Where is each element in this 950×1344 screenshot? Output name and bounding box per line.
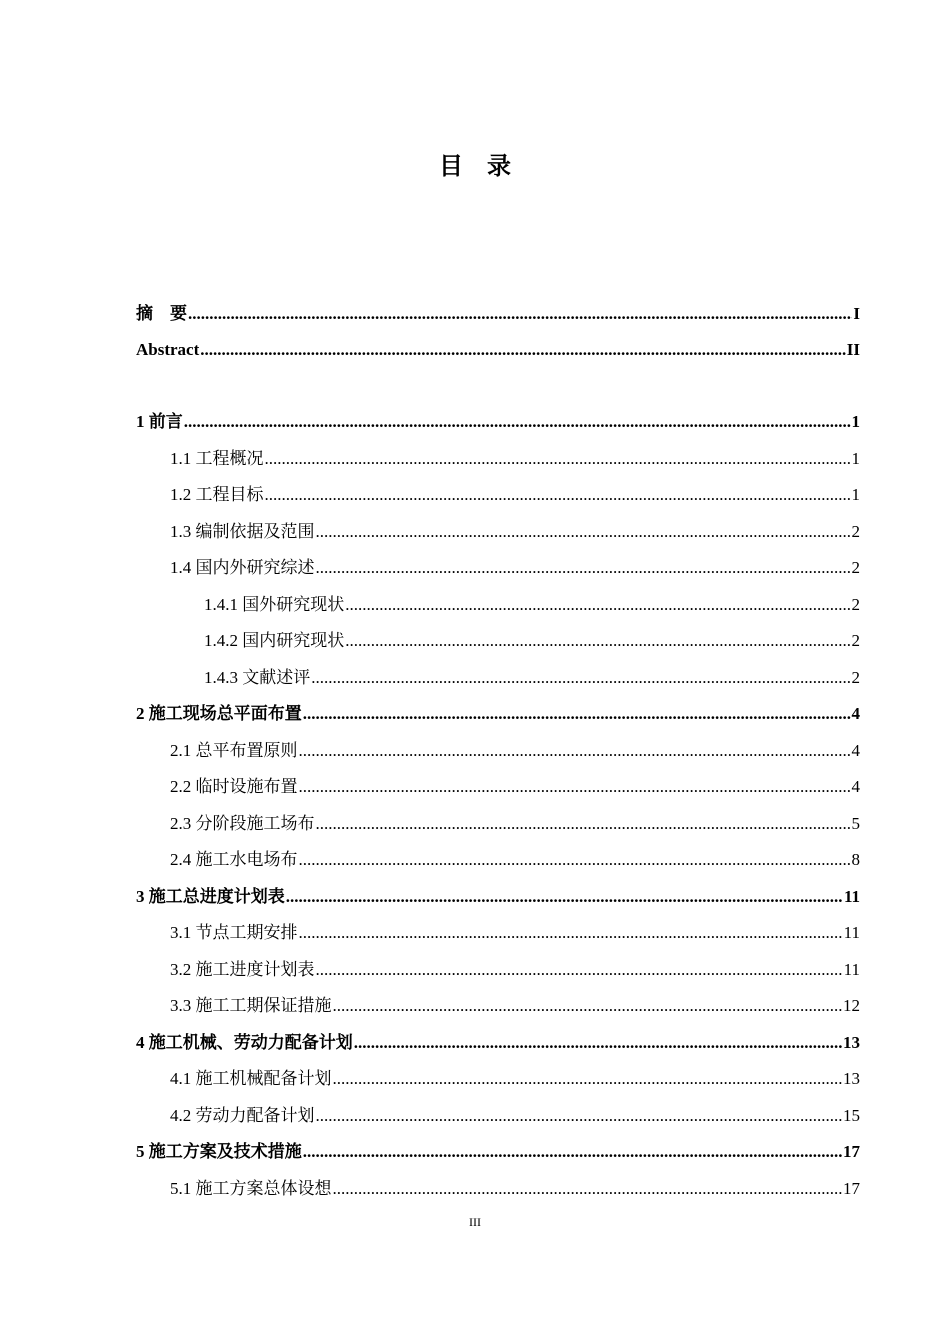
toc-entry-label: 2.2 临时设施布置 — [170, 777, 298, 796]
toc-entry-2-2[interactable] — [170, 775, 860, 799]
toc-entry-3-1[interactable] — [170, 921, 860, 945]
toc-entry-page: 13 — [843, 1069, 860, 1088]
toc-entry-label: 3.2 施工进度计划表 — [170, 960, 315, 979]
toc-entry-label: 1.4.3 文献述评 — [204, 668, 311, 687]
toc-entry-1-4-1[interactable] — [204, 593, 860, 617]
toc-entry-page: 4 — [851, 777, 860, 796]
toc-entry-label: 3.1 节点工期安排 — [170, 923, 298, 942]
toc-entry-3-3[interactable] — [170, 994, 860, 1018]
toc-entry-abstract-cn[interactable] — [136, 302, 860, 326]
toc-entry-abstract-en[interactable] — [136, 338, 860, 362]
toc-entry-page: 1 — [851, 485, 860, 504]
toc-entry-label: 4.1 施工机械配备计划 — [170, 1069, 332, 1088]
toc-entry-1-3[interactable] — [170, 520, 860, 544]
toc-dot-leader — [354, 1031, 842, 1055]
toc-entry-label: 2.4 施工水电场布 — [170, 850, 298, 869]
toc-entry-page: 2 — [851, 522, 860, 541]
toc-entry-5-1[interactable] — [170, 1177, 860, 1201]
toc-dot-leader — [333, 994, 843, 1018]
toc-dot-leader — [188, 302, 852, 326]
toc-dot-leader — [345, 629, 850, 653]
toc-entry-page: 11 — [843, 887, 860, 906]
toc-entry-1-4[interactable] — [170, 556, 860, 580]
toc-entry-page: 17 — [843, 1179, 860, 1198]
toc-entry-label: 2.1 总平布置原则 — [170, 741, 298, 760]
toc-entry-4-2[interactable] — [170, 1104, 860, 1128]
toc-entry-chapter-3[interactable] — [136, 885, 860, 909]
toc-dot-leader — [303, 1140, 842, 1164]
toc-entry-chapter-5[interactable] — [136, 1140, 860, 1164]
toc-entry-label: 4 施工机械、劳动力配备计划 — [136, 1033, 353, 1052]
toc-entry-page: 2 — [851, 595, 860, 614]
toc-entry-1-4-2[interactable] — [204, 629, 860, 653]
toc-entry-label: Abstract — [136, 340, 200, 359]
toc-entry-page: II — [846, 340, 860, 359]
toc-entry-page: I — [853, 304, 860, 323]
toc-dot-leader — [345, 593, 850, 617]
toc-entry-page: 2 — [851, 668, 860, 687]
toc-entry-label: 摘 要 — [136, 304, 187, 323]
toc-entry-label: 1 前言 — [136, 412, 183, 431]
toc-entry-page: 15 — [843, 1106, 860, 1125]
toc-entry-page: 4 — [851, 741, 860, 760]
toc-entry-label: 5.1 施工方案总体设想 — [170, 1179, 332, 1198]
toc-dot-leader — [299, 739, 851, 763]
toc-entry-label: 1.1 工程概况 — [170, 449, 264, 468]
toc-entry-label: 2 施工现场总平面布置 — [136, 704, 302, 723]
toc-entry-3-2[interactable] — [170, 958, 860, 982]
toc-entry-page: 5 — [851, 814, 860, 833]
toc-entry-4-1[interactable] — [170, 1067, 860, 1091]
toc-entry-2-4[interactable] — [170, 848, 860, 872]
toc-entry-page: 12 — [843, 996, 860, 1015]
toc-entry-page: 17 — [843, 1142, 860, 1161]
toc-dot-leader — [184, 410, 851, 434]
toc-entry-2-1[interactable] — [170, 739, 860, 763]
toc-entry-label: 1.4.1 国外研究现状 — [204, 595, 345, 614]
toc-entry-label: 3.3 施工工期保证措施 — [170, 996, 332, 1015]
toc-entry-page: 4 — [851, 704, 860, 723]
toc-entry-label: 1.4.2 国内研究现状 — [204, 631, 345, 650]
toc-dot-leader — [265, 447, 851, 471]
toc-entry-page: 2 — [851, 631, 860, 650]
toc-dot-leader — [333, 1067, 843, 1091]
toc-dot-leader — [333, 1177, 843, 1201]
toc-entry-label: 5 施工方案及技术措施 — [136, 1142, 302, 1161]
toc-dot-leader — [299, 921, 843, 945]
toc-dot-leader — [311, 666, 850, 690]
toc-entry-label: 1.4 国内外研究综述 — [170, 558, 315, 577]
toc-entry-page: 1 — [851, 412, 860, 431]
toc-entry-label: 4.2 劳动力配备计划 — [170, 1106, 315, 1125]
toc-entry-page: 2 — [851, 558, 860, 577]
toc-dot-leader — [303, 702, 851, 726]
toc-dot-leader — [316, 812, 851, 836]
toc-dot-leader — [316, 1104, 843, 1128]
toc-entry-label: 3 施工总进度计划表 — [136, 887, 285, 906]
toc-dot-leader — [286, 885, 843, 909]
toc-dot-leader — [316, 520, 851, 544]
toc-dot-leader — [299, 848, 851, 872]
toc-entry-1-4-3[interactable] — [204, 666, 860, 690]
toc-entry-1-2[interactable] — [170, 483, 860, 507]
toc-entry-chapter-1[interactable] — [136, 410, 860, 434]
toc-entry-label: 1.2 工程目标 — [170, 485, 264, 504]
toc-entry-page: 11 — [843, 960, 860, 979]
toc-dot-leader — [316, 556, 851, 580]
toc-entry-label: 2.3 分阶段施工场布 — [170, 814, 315, 833]
toc-entry-1-1[interactable] — [170, 447, 860, 471]
toc-dot-leader — [316, 958, 843, 982]
toc-dot-leader — [265, 483, 851, 507]
page-number: III — [469, 1215, 481, 1229]
toc-entry-chapter-2[interactable] — [136, 702, 860, 726]
toc-dot-leader — [200, 338, 846, 362]
toc-entry-page: 1 — [851, 449, 860, 468]
toc-entry-page: 8 — [851, 850, 860, 869]
toc-entry-label: 1.3 编制依据及范围 — [170, 522, 315, 541]
toc-entry-page: 11 — [843, 923, 860, 942]
page-title: 目 录 — [439, 154, 511, 180]
toc-entry-2-3[interactable] — [170, 812, 860, 836]
toc-entry-page: 13 — [843, 1033, 860, 1052]
toc-entry-chapter-4[interactable] — [136, 1031, 860, 1055]
toc-dot-leader — [299, 775, 851, 799]
